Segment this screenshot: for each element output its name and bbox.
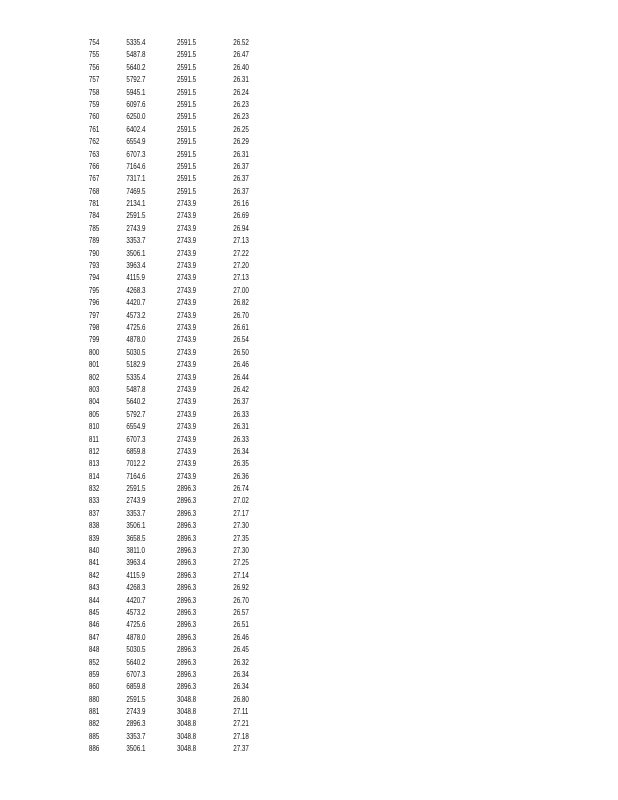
table-cell: 26.34 xyxy=(233,682,249,692)
table-cell: 763 xyxy=(88,149,100,159)
table-cell: 3353.7 xyxy=(126,508,146,518)
table-cell: 2743.9 xyxy=(177,273,197,283)
table-cell: 3353.7 xyxy=(126,731,146,741)
table-cell: 26.24 xyxy=(233,87,249,97)
table-cell: 760 xyxy=(88,112,100,122)
table-cell: 2896.3 xyxy=(177,682,197,692)
table-cell: 6707.3 xyxy=(126,669,146,679)
table-cell: 805 xyxy=(88,409,100,419)
table-cell: 26.74 xyxy=(233,484,249,494)
table-cell: 6554.9 xyxy=(126,137,146,147)
table-cell: 814 xyxy=(88,471,100,481)
table-cell: 839 xyxy=(88,533,100,543)
table-cell: 26.54 xyxy=(233,335,249,345)
table-cell: 6402.4 xyxy=(126,124,146,134)
table-cell: 2743.9 xyxy=(177,360,197,370)
table-cell: 2743.9 xyxy=(177,248,197,258)
table-cell: 26.70 xyxy=(233,595,249,605)
table-cell: 843 xyxy=(88,583,100,593)
table-cell: 26.82 xyxy=(233,298,249,308)
table-cell: 755 xyxy=(88,50,100,60)
table-cell: 860 xyxy=(88,682,100,692)
table-cell: 2896.3 xyxy=(177,508,197,518)
table-cell: 26.25 xyxy=(233,124,249,134)
table-cell: 5030.5 xyxy=(126,347,146,357)
table-cell: 2591.5 xyxy=(177,87,197,97)
table-cell: 2591.5 xyxy=(177,112,197,122)
table-cell: 6707.3 xyxy=(126,149,146,159)
table-cell: 2591.5 xyxy=(177,161,197,171)
table-cell: 844 xyxy=(88,595,100,605)
table-cell: 6554.9 xyxy=(126,422,146,432)
table-cell: 3963.4 xyxy=(126,558,146,568)
table-cell: 27.22 xyxy=(233,248,249,258)
table-cell: 842 xyxy=(88,570,100,580)
table-cell: 5792.7 xyxy=(126,409,146,419)
table-cell: 5335.4 xyxy=(126,372,146,382)
table-cell: 833 xyxy=(88,496,100,506)
table-cell: 761 xyxy=(88,124,100,134)
table-cell: 4115.9 xyxy=(126,570,145,580)
table-cell: 784 xyxy=(88,211,100,221)
table-cell: 2743.9 xyxy=(177,471,197,481)
table-cell: 26.31 xyxy=(233,422,249,432)
table-cell: 804 xyxy=(88,397,100,407)
table-cell: 5792.7 xyxy=(126,75,146,85)
table-cell: 26.23 xyxy=(233,99,249,109)
table-cell: 2591.5 xyxy=(177,62,197,72)
table-cell: 2591.5 xyxy=(177,38,197,47)
table-cell: 2896.3 xyxy=(177,546,197,556)
table-cell: 3811.0 xyxy=(126,546,145,556)
table-cell: 2743.9 xyxy=(177,347,197,357)
table-cell: 26.44 xyxy=(233,372,249,382)
table-cell: 4268.3 xyxy=(126,285,146,295)
table-cell: 2743.9 xyxy=(177,285,197,295)
table-cell: 852 xyxy=(88,657,100,667)
table-cell: 859 xyxy=(88,669,100,679)
table-cell: 27.20 xyxy=(233,261,249,271)
table-cell: 26.32 xyxy=(233,657,249,667)
table-cell: 2743.9 xyxy=(177,211,197,221)
table-cell: 2743.9 xyxy=(177,310,197,320)
table-cell: 2591.5 xyxy=(177,124,197,134)
table-cell: 4573.2 xyxy=(126,310,146,320)
table-cell: 26.37 xyxy=(233,397,249,407)
table-cell: 845 xyxy=(88,607,100,617)
table-cell: 766 xyxy=(88,161,100,171)
table-cell: 26.37 xyxy=(233,186,249,196)
table-cell: 5335.4 xyxy=(126,38,146,47)
table-cell: 2896.3 xyxy=(177,496,197,506)
table-cell: 2591.5 xyxy=(126,694,146,704)
table-cell: 5640.2 xyxy=(126,657,146,667)
table-cell: 3658.5 xyxy=(126,533,146,543)
table-cell: 848 xyxy=(88,645,100,655)
table-cell: 5945.1 xyxy=(126,87,146,97)
table-cell: 6250.0 xyxy=(126,112,146,122)
table-cell: 2743.9 xyxy=(177,446,197,456)
table-cell: 2743.9 xyxy=(177,199,197,209)
table-cell: 781 xyxy=(88,199,100,209)
table-cell: 2896.3 xyxy=(177,533,197,543)
table-cell: 26.70 xyxy=(233,310,249,320)
table-cell: 6707.3 xyxy=(126,434,146,444)
table-cell: 810 xyxy=(88,422,100,432)
table-cell: 27.35 xyxy=(233,533,249,543)
table-cell: 2743.9 xyxy=(177,459,197,469)
table-cell: 2591.5 xyxy=(177,149,197,159)
table-cell: 26.80 xyxy=(233,694,249,704)
table-cell: 26.35 xyxy=(233,459,249,469)
table-cell: 803 xyxy=(88,384,100,394)
table-cell: 4420.7 xyxy=(126,298,146,308)
table-cell: 2896.3 xyxy=(177,669,197,679)
table-cell: 5182.9 xyxy=(126,360,146,370)
table-cell: 785 xyxy=(88,223,100,233)
table-cell: 27.21 xyxy=(233,719,249,729)
table-cell: 7012.2 xyxy=(126,459,146,469)
table-cell: 2896.3 xyxy=(177,570,197,580)
table-cell: 886 xyxy=(88,744,100,754)
table-cell: 2743.9 xyxy=(177,372,197,382)
table-cell: 2896.3 xyxy=(177,645,197,655)
table-cell: 2896.3 xyxy=(177,632,197,642)
table-cell: 7164.6 xyxy=(126,161,146,171)
table-cell: 882 xyxy=(88,719,100,729)
table-cell: 5487.8 xyxy=(126,384,146,394)
table-cell: 26.47 xyxy=(233,50,249,60)
table-cell: 27.25 xyxy=(233,558,249,568)
table-cell: 26.40 xyxy=(233,62,249,72)
table-cell: 2896.3 xyxy=(177,620,197,630)
table-cell: 27.02 xyxy=(233,496,249,506)
table-cell: 2591.5 xyxy=(177,186,197,196)
table-cell: 27.30 xyxy=(233,546,249,556)
table-cell: 27.37 xyxy=(233,744,249,754)
table-cell: 2743.9 xyxy=(177,384,197,394)
table-cell: 6097.6 xyxy=(126,99,146,109)
table-cell: 26.46 xyxy=(233,632,249,642)
table-cell: 795 xyxy=(88,285,100,295)
table-cell: 27.00 xyxy=(233,285,249,295)
table-cell: 5030.5 xyxy=(126,645,146,655)
table-cell: 2743.9 xyxy=(177,335,197,345)
table-cell: 790 xyxy=(88,248,100,258)
table-cell: 27.13 xyxy=(233,273,249,283)
table-cell: 2134.1 xyxy=(126,199,146,209)
table-cell: 27.30 xyxy=(233,521,249,531)
table-cell: 811 xyxy=(88,434,99,444)
table-cell: 26.36 xyxy=(233,471,249,481)
table-cell: 2591.5 xyxy=(126,484,146,494)
table-cell: 2743.9 xyxy=(177,397,197,407)
table-cell: 2591.5 xyxy=(126,211,146,221)
table-cell: 2896.3 xyxy=(177,521,197,531)
table-cell: 762 xyxy=(88,137,100,147)
table-cell: 6859.8 xyxy=(126,446,146,456)
table-cell: 880 xyxy=(88,694,100,704)
table-cell: 793 xyxy=(88,261,100,271)
table-cell: 26.23 xyxy=(233,112,249,122)
table-cell: 26.61 xyxy=(233,322,249,332)
table-cell: 767 xyxy=(88,174,100,184)
table-cell: 27.18 xyxy=(233,731,249,741)
table-cell: 789 xyxy=(88,236,100,246)
table-cell: 26.29 xyxy=(233,137,249,147)
table-cell: 4115.9 xyxy=(126,273,145,283)
table-cell: 26.31 xyxy=(233,149,249,159)
table-cell: 2743.9 xyxy=(177,236,197,246)
table-cell: 3506.1 xyxy=(126,744,146,754)
table-cell: 26.33 xyxy=(233,409,249,419)
table-cell: 3506.1 xyxy=(126,521,146,531)
table-cell: 3048.8 xyxy=(177,719,197,729)
table-cell: 4878.0 xyxy=(126,632,146,642)
table-cell: 2896.3 xyxy=(177,484,197,494)
table-cell: 2896.3 xyxy=(177,607,197,617)
table-cell: 756 xyxy=(88,62,100,72)
table-cell: 3048.8 xyxy=(177,694,197,704)
table-cell: 2591.5 xyxy=(177,50,197,60)
table-cell: 4420.7 xyxy=(126,595,146,605)
table-cell: 837 xyxy=(88,508,100,518)
table-cell: 841 xyxy=(88,558,100,568)
table-cell: 2743.9 xyxy=(126,496,146,506)
table-cell: 3048.8 xyxy=(177,744,197,754)
table-cell: 4268.3 xyxy=(126,583,146,593)
table-cell: 26.46 xyxy=(233,360,249,370)
table-cell: 2743.9 xyxy=(177,422,197,432)
table-cell: 797 xyxy=(88,310,100,320)
table-cell: 840 xyxy=(88,546,100,556)
table-cell: 26.52 xyxy=(233,38,249,47)
table-cell: 5640.2 xyxy=(126,62,146,72)
table-cell: 26.69 xyxy=(233,211,249,221)
table-cell: 26.57 xyxy=(233,607,249,617)
table-cell: 847 xyxy=(88,632,100,642)
table-cell: 4725.6 xyxy=(126,620,146,630)
table-cell: 27.17 xyxy=(233,508,249,518)
table-cell: 2896.3 xyxy=(177,595,197,605)
table-cell: 7469.5 xyxy=(126,186,146,196)
table-cell: 2591.5 xyxy=(177,137,197,147)
table-cell: 27.11 xyxy=(233,707,249,717)
table-cell: 2743.9 xyxy=(177,223,197,233)
table-cell: 26.16 xyxy=(233,199,249,209)
table-cell: 5487.8 xyxy=(126,50,146,60)
table-cell: 4878.0 xyxy=(126,335,146,345)
table-cell: 7164.6 xyxy=(126,471,146,481)
table-cell: 2743.9 xyxy=(177,434,197,444)
table-cell: 2591.5 xyxy=(177,174,197,184)
table-cell: 26.37 xyxy=(233,161,249,171)
table-cell: 812 xyxy=(88,446,100,456)
table-cell: 832 xyxy=(88,484,100,494)
table-cell: 27.14 xyxy=(233,570,249,580)
table-cell: 2591.5 xyxy=(177,75,197,85)
table-cell: 3963.4 xyxy=(126,261,146,271)
table-cell: 796 xyxy=(88,298,100,308)
table-cell: 846 xyxy=(88,620,100,630)
table-cell: 757 xyxy=(88,75,100,85)
table-cell: 800 xyxy=(88,347,100,357)
table-cell: 885 xyxy=(88,731,100,741)
table-cell: 2743.9 xyxy=(177,322,197,332)
table-cell: 7317.1 xyxy=(126,174,146,184)
table-cell: 813 xyxy=(88,459,100,469)
table-cell: 2743.9 xyxy=(177,298,197,308)
table-cell: 799 xyxy=(88,335,100,345)
table-cell: 802 xyxy=(88,372,100,382)
table-cell: 2896.3 xyxy=(177,583,197,593)
table-cell: 4725.6 xyxy=(126,322,146,332)
table-cell: 2743.9 xyxy=(177,261,197,271)
table-cell: 5640.2 xyxy=(126,397,146,407)
table-cell: 768 xyxy=(88,186,100,196)
table-cell: 27.13 xyxy=(233,236,249,246)
table-cell: 759 xyxy=(88,99,100,109)
table-cell: 26.51 xyxy=(233,620,249,630)
table-cell: 26.94 xyxy=(233,223,249,233)
table-cell: 3353.7 xyxy=(126,236,146,246)
table-cell: 2743.9 xyxy=(177,409,197,419)
table-cell: 838 xyxy=(88,521,100,531)
table-cell: 4573.2 xyxy=(126,607,146,617)
table-cell: 794 xyxy=(88,273,100,283)
table-cell: 26.34 xyxy=(233,446,249,456)
table-cell: 26.33 xyxy=(233,434,249,444)
table-cell: 2896.3 xyxy=(177,657,197,667)
table-cell: 26.45 xyxy=(233,645,249,655)
table-cell: 801 xyxy=(88,360,100,370)
table-cell: 2743.9 xyxy=(126,707,146,717)
table-cell: 26.92 xyxy=(233,583,249,593)
table-cell: 881 xyxy=(88,707,100,717)
table-cell: 26.42 xyxy=(233,384,249,394)
table-cell: 3048.8 xyxy=(177,731,197,741)
table-cell: 2896.3 xyxy=(177,558,197,568)
table-cell: 3048.8 xyxy=(177,707,197,717)
table-cell: 26.37 xyxy=(233,174,249,184)
table-cell: 2896.3 xyxy=(126,719,146,729)
table-cell: 26.34 xyxy=(233,669,249,679)
table-cell: 2591.5 xyxy=(177,99,197,109)
table-cell: 758 xyxy=(88,87,100,97)
table-cell: 754 xyxy=(88,38,100,47)
table-cell: 798 xyxy=(88,322,100,332)
table-cell: 26.50 xyxy=(233,347,249,357)
table-cell: 2743.9 xyxy=(126,223,146,233)
table-cell: 26.31 xyxy=(233,75,249,85)
table-cell: 6859.8 xyxy=(126,682,146,692)
table-cell: 3506.1 xyxy=(126,248,146,258)
